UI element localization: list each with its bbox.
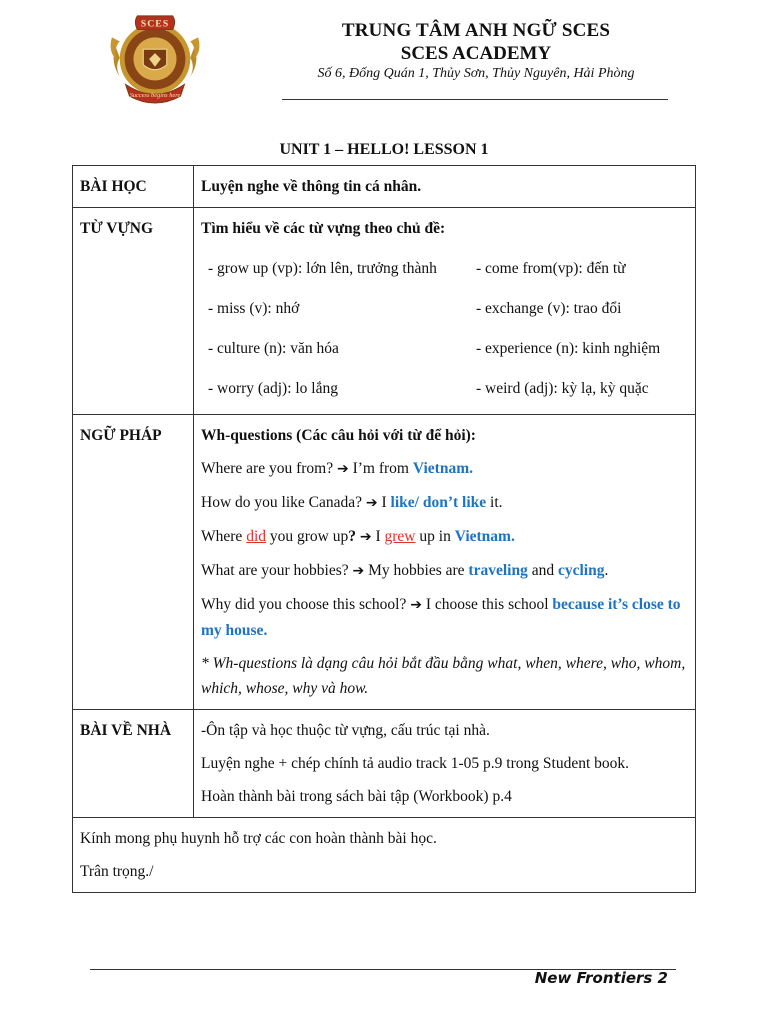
row-tu-vung [73,208,696,415]
arrow-icon: ➔ [410,597,422,613]
vocab-item: - weird (adj): kỳ lạ, kỳ quặc [476,380,649,397]
vocab-item: - grow up (vp): lớn lên, trưởng thành [208,260,437,277]
org-name-vn: TRUNG TÂM ANH NGỮ SCES [341,20,611,41]
row-bai-hoc [73,166,696,208]
svg-text:SCES: SCES [140,18,170,30]
lesson-table [72,165,696,893]
grammar-note: * Wh-questions là dạng câu hỏi bắt đầu bằng what, when, where, who, whom, which, whose, why và how. [201,655,686,697]
vocab-item: - come from(vp): đến từ [476,260,626,277]
arrow-icon: ➔ [359,529,372,545]
footer-book-title: New Frontiers 2 [534,969,668,987]
arrow-icon: ➔ [365,495,378,511]
tu-vung-intro: Tìm hiểu về các từ vựng theo chủ đề: [201,220,446,237]
closing-content [73,818,696,893]
vocab-list [201,256,688,406]
arrow-icon: ➔ [336,461,349,477]
vocab-item: - exchange (v): trao đổi [476,300,622,317]
label-bai-ve-nha: BÀI VỀ NHÀ [73,710,194,818]
header-divider [282,99,668,100]
org-address: Số 6, Đống Quán 1, Thủy Sơn, Thủy Nguyên, Hải Phòng [317,66,635,81]
row-closing [73,818,696,893]
vocab-item: - experience (n): kinh nghiệm [476,340,661,357]
row-ngu-phap [73,415,696,710]
label-bai-hoc: BÀI HỌC [73,166,194,208]
grammar-example-1: Where are you from? ➔ I’m from Vietnam. [201,460,473,477]
grammar-example-4: What are your hobbies? ➔ My hobbies are traveling and cycling. [201,562,609,579]
bai-ve-nha-content [194,710,696,818]
label-ngu-phap: NGỮ PHÁP [73,415,194,710]
grammar-example-3: Where did you grow up? ➔ I grew up in Vietnam. [201,528,515,545]
closing-line-1: Kính mong phụ huynh hỗ trợ các con hoàn thành bài học. [80,830,437,847]
homework-item: -Ôn tập và học thuộc từ vựng, cấu trúc tại nhà. [201,722,490,739]
grammar-example-5: Why did you choose this school? ➔ I choose this school because it’s close to my house. [201,596,681,639]
vocab-item: - worry (adj): lo lắng [208,380,338,397]
tu-vung-content [194,208,696,415]
svg-text:Success begins here: Success begins here [129,92,181,100]
vocab-item: - culture (n): văn hóa [208,340,339,357]
org-name-en: SCES ACADEMY [400,43,552,64]
homework-item: Hoàn thành bài trong sách bài tập (Workbook) p.4 [201,788,512,805]
ngu-phap-content [194,415,696,710]
vocab-item: - miss (v): nhớ [208,300,300,317]
label-tu-vung: TỪ VỰNG [73,208,194,415]
arrow-icon: ➔ [352,563,365,579]
grammar-intro: Wh-questions (Các câu hỏi với từ để hỏi): [201,427,476,444]
row-bai-ve-nha [73,710,696,818]
homework-item: Luyện nghe + chép chính tả audio track 1-05 p.9 trong Student book. [201,755,630,772]
unit-title: UNIT 1 – HELLO! LESSON 1 [279,141,489,158]
grammar-example-2: How do you like Canada? ➔ I like/ don’t like it. [201,494,503,511]
closing-line-2: Trân trọng./ [80,863,154,880]
bai-hoc-content: Luyện nghe về thông tin cá nhân. [194,166,696,208]
sces-logo [106,8,204,106]
